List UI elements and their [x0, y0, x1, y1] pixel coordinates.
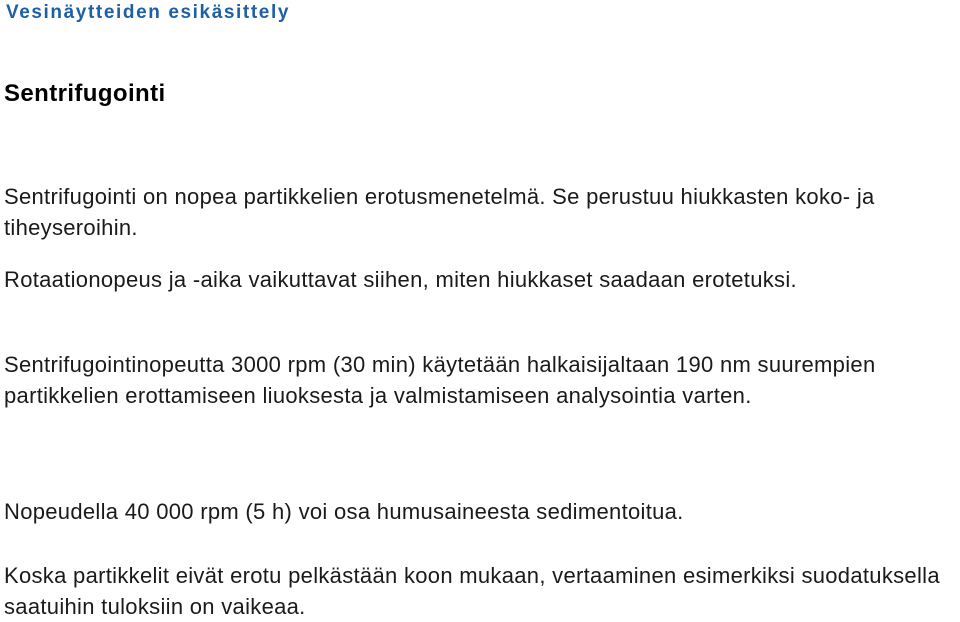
- paragraph-rotation-speed: Rotaationopeus ja -aika vaikuttavat siihen, miten hiukkaset saadaan erotetuksi.: [4, 267, 797, 292]
- paragraph-definition: Sentrifugointi on nopea partikkelien erotusmenetelmä. Se perustuu hiukkasten koko- ja tiheyseroihin.: [4, 184, 875, 240]
- paragraph-40000-rpm: Nopeudella 40 000 rpm (5 h) voi osa humusaineesta sedimentoitua.: [4, 499, 684, 524]
- section-heading: Sentrifugointi: [4, 80, 166, 107]
- paragraph-comparison: Koska partikkelit eivät erotu pelkästään koon mukaan, vertaaminen esimerkiksi suodatuksella saatuihin tuloksiin on vaikeaa.: [4, 563, 940, 619]
- slide-header-title: Vesinäytteiden esikäsittely: [6, 2, 290, 23]
- paragraph-3000-rpm: Sentrifugointinopeutta 3000 rpm (30 min) käytetään halkaisijaltaan 190 nm suurempien partikkelien erottamiseen liuoksesta ja valmistamiseen analysointia varten.: [4, 352, 876, 408]
